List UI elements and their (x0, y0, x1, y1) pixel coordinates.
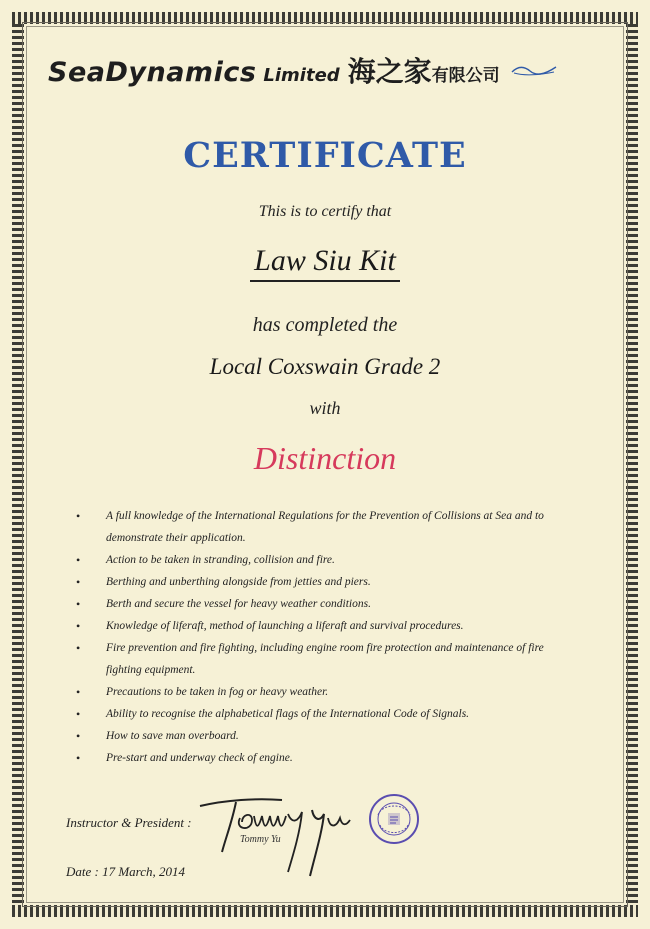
company-chinese-suffix: 有限公司 (431, 66, 500, 85)
with-line: with (309, 398, 341, 418)
certify-line: This is to certify that (258, 203, 392, 220)
recipient-name (0, 244, 650, 278)
company-brand: SeaDynamics (48, 57, 257, 88)
list-item: • Pre-start and underway check of engine. (76, 747, 576, 769)
wave-icon (510, 63, 558, 77)
signatory-name: Tommy Yu (240, 834, 281, 845)
list-item: • Fire prevention and fire fighting, including engine room fire protection and maintenance of fire fighting equipment. (76, 637, 576, 681)
list-item: • A full knowledge of the International Regulations for the Prevention of Collisions at Sea and to demonstrate their application. (76, 505, 576, 549)
award-grade: Distinction (253, 440, 397, 476)
company-seal-stamp (368, 793, 420, 845)
list-item: • Ability to recognise the alphabetical flags of the International Code of Signals. (76, 703, 576, 725)
list-item: • How to save man overboard. (76, 725, 576, 747)
certificate-title: CERTIFICATE (183, 135, 467, 176)
course-name: Local Coxswain Grade 2 (209, 354, 441, 379)
company-chinese-name: 海之家 (347, 57, 432, 88)
handwritten-signature (196, 792, 366, 882)
instructor-label: Instructor & President : (66, 815, 192, 830)
list-item: • Knowledge of liferaft, method of launching a liferaft and survival procedures. (76, 615, 576, 637)
completed-line: has completed the (252, 314, 398, 336)
list-item: • Action to be taken in stranding, collision and fire. (76, 549, 576, 571)
list-item: • Berthing and unberthing alongside from jetties and piers. (76, 571, 576, 593)
company-header (48, 50, 608, 90)
list-item: • Berth and secure the vessel for heavy weather conditions. (76, 593, 576, 615)
competency-list (76, 505, 576, 769)
list-item: • Precautions to be taken in fog or heavy weather. (76, 681, 576, 703)
recipient-name-text: Law Siu Kit (250, 244, 400, 282)
company-limited: Limited (263, 65, 340, 86)
issue-date: Date : 17 March, 2014 (66, 864, 186, 879)
